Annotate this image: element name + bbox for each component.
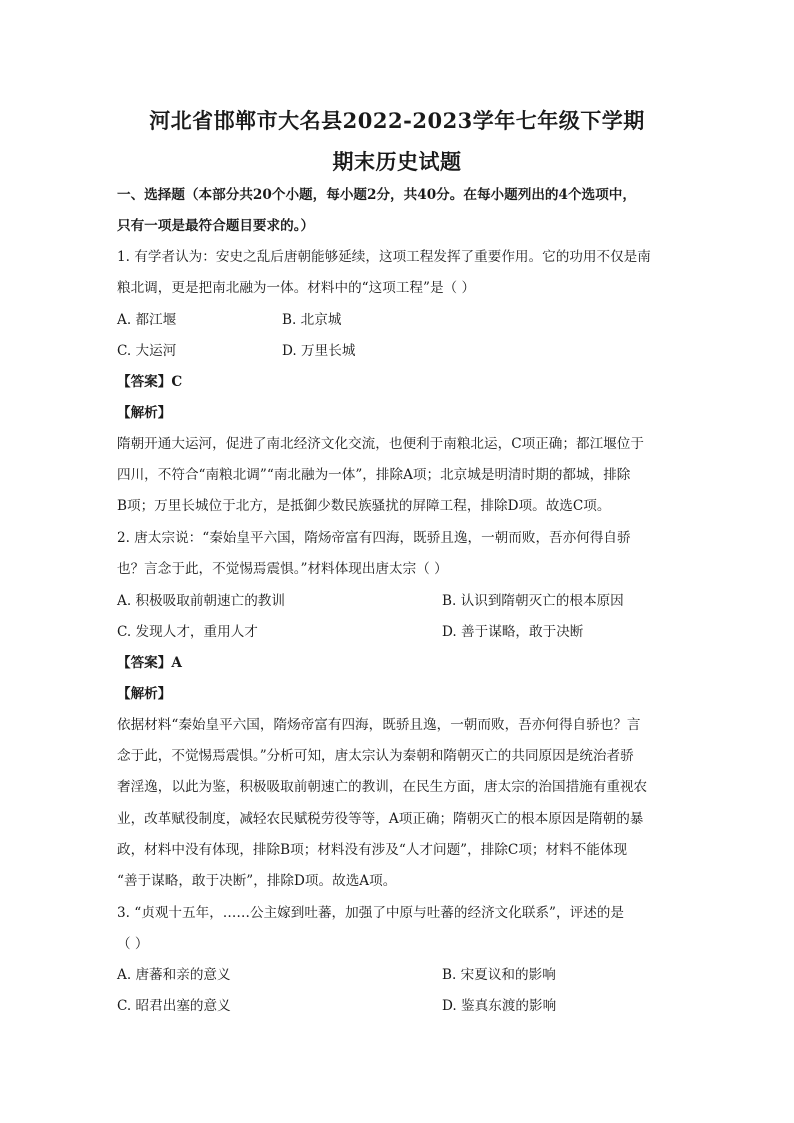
q1-analysis-line: 隋朝开通大运河，促进了南北经济文化交流，也便利于南粮北运，C项正确；都江堰位于 bbox=[117, 436, 644, 452]
q1-analysis-label: 【解析】 bbox=[117, 405, 172, 421]
q1-analysis-line: 四川，不符合“南粮北调”“南北融为一体”，排除A项；北京城是明清时期的都城，排除 bbox=[117, 467, 631, 483]
q3-option-d: D. 鉴真东渡的影响 bbox=[442, 998, 557, 1014]
q2-answer: 【答案】A bbox=[117, 655, 182, 671]
q3-option-a: A. 唐蕃和亲的意义 bbox=[117, 967, 231, 983]
section-heading: 一、选择题（本部分共20个小题，每小题2分，共40分。在每小题列出的4个选项中， bbox=[117, 187, 636, 203]
q2-analysis-line: 依据材料“秦始皇平六国，隋炀帝富有四海，既骄且逸，一朝而败，吾亦何得自骄也？言 bbox=[117, 717, 641, 733]
q2-stem: 2. 唐太宗说：“秦始皇平六国，隋炀帝富有四海，既骄且逸，一朝而败，吾亦何得自骄 bbox=[117, 530, 631, 546]
section-heading-cont: 只有一项是最符合题目要求的。） bbox=[117, 218, 315, 234]
q2-analysis-line: 政，材料中没有体现，排除B项；材料没有涉及“人才问题”，排除C项；材料不能体现 bbox=[117, 842, 628, 858]
q2-stem-cont: 也？言念于此，不觉惕焉震惧。”材料体现出唐太宗（ ） bbox=[117, 561, 448, 577]
q2-analysis-line: 业，改革赋役制度，减轻农民赋税劳役等等，A项正确；隋朝灭亡的根本原因是隋朝的暴 bbox=[117, 811, 644, 827]
q3-stem: 3. “贞观十五年，……公主嫁到吐蕃，加强了中原与吐蕃的经济文化联系”，评述的是 bbox=[117, 905, 624, 921]
q1-answer: 【答案】C bbox=[117, 374, 183, 390]
q3-option-c: C. 昭君出塞的意义 bbox=[117, 998, 231, 1014]
q1-analysis-line: B项；万里长城位于北方，是抵御少数民族骚扰的屏障工程，排除D项。故选C项。 bbox=[117, 498, 611, 514]
q2-option-c: C. 发现人才，重用人才 bbox=[117, 624, 258, 640]
q1-stem: 1. 有学者认为：安史之乱后唐朝能够延续，这项工程发挥了重要作用。它的功用不仅是南 bbox=[117, 249, 651, 265]
q1-option-c: C. 大运河 bbox=[117, 343, 177, 359]
document-title: 河北省邯郸市大名县2022-2023学年七年级下学期 bbox=[149, 108, 645, 133]
q3-stem-cont: （ ） bbox=[117, 936, 149, 952]
q3-option-b: B. 宋夏议和的影响 bbox=[442, 967, 556, 983]
q2-analysis-label: 【解析】 bbox=[117, 686, 172, 702]
q2-analysis-line: “善于谋略，敢于决断”，排除D项。故选A项。 bbox=[117, 873, 397, 889]
q2-analysis-line: 念于此，不觉惕焉震惧。”分析可知，唐太宗认为秦朝和隋朝灭亡的共同原因是统治者骄 bbox=[117, 748, 634, 764]
q1-option-d: D. 万里长城 bbox=[282, 343, 356, 359]
q1-option-a: A. 都江堰 bbox=[117, 312, 177, 328]
q1-option-b: B. 北京城 bbox=[282, 312, 342, 328]
q2-option-b: B. 认识到隋朝灭亡的根本原因 bbox=[442, 593, 624, 609]
document-subtitle: 期末历史试题 bbox=[332, 149, 462, 174]
q2-option-a: A. 积极吸取前朝速亡的教训 bbox=[117, 593, 285, 609]
q1-stem-cont: 粮北调，更是把南北融为一体。材料中的“这项工程”是（ ） bbox=[117, 280, 476, 296]
q2-option-d: D. 善于谋略，敢于决断 bbox=[442, 624, 584, 640]
q2-analysis-line: 奢淫逸，以此为鉴，积极吸取前朝速亡的教训，在民生方面，唐太宗的治国措施有重视农 bbox=[117, 779, 648, 795]
